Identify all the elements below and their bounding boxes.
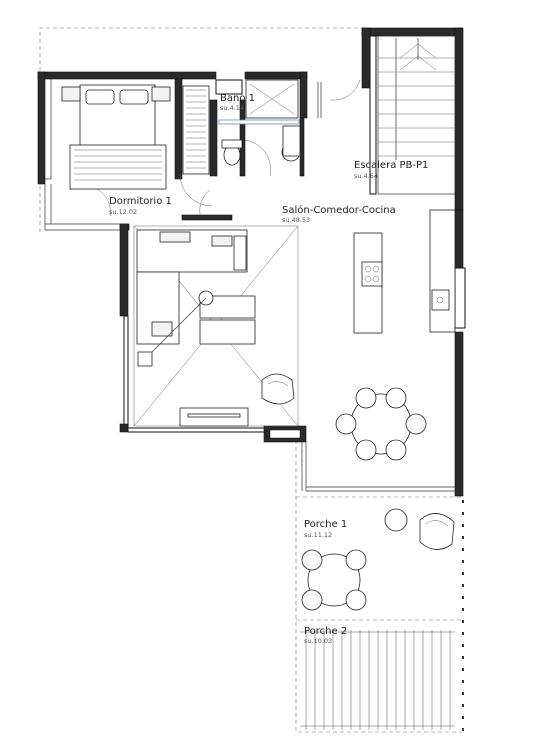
room-name-escalera: Escalera PB-P1 — [354, 160, 429, 171]
room-name-salon: Salón-Comedor-Cocina — [282, 205, 396, 216]
room-area-porche-1: su.11.12 — [304, 531, 333, 539]
bedroom-furniture — [62, 85, 209, 189]
porch-2-pergola — [300, 630, 455, 730]
room-name-porche-1: Porche 1 — [304, 519, 348, 530]
room-name-dormitorio: Dormitorio 1 — [109, 196, 172, 207]
living-area — [134, 210, 455, 460]
room-area-porche-2: su.10.03 — [304, 637, 333, 645]
room-name-bano: Baño 1 — [220, 93, 255, 104]
room-area-dormitorio: su.12.02 — [109, 208, 138, 216]
room-area-salon: su.48.53 — [282, 216, 311, 224]
room-area-bano: su.4.14 — [220, 104, 245, 112]
room-area-escalera: su.4.64 — [354, 172, 379, 180]
room-name-porche-2: Porche 2 — [304, 626, 348, 637]
